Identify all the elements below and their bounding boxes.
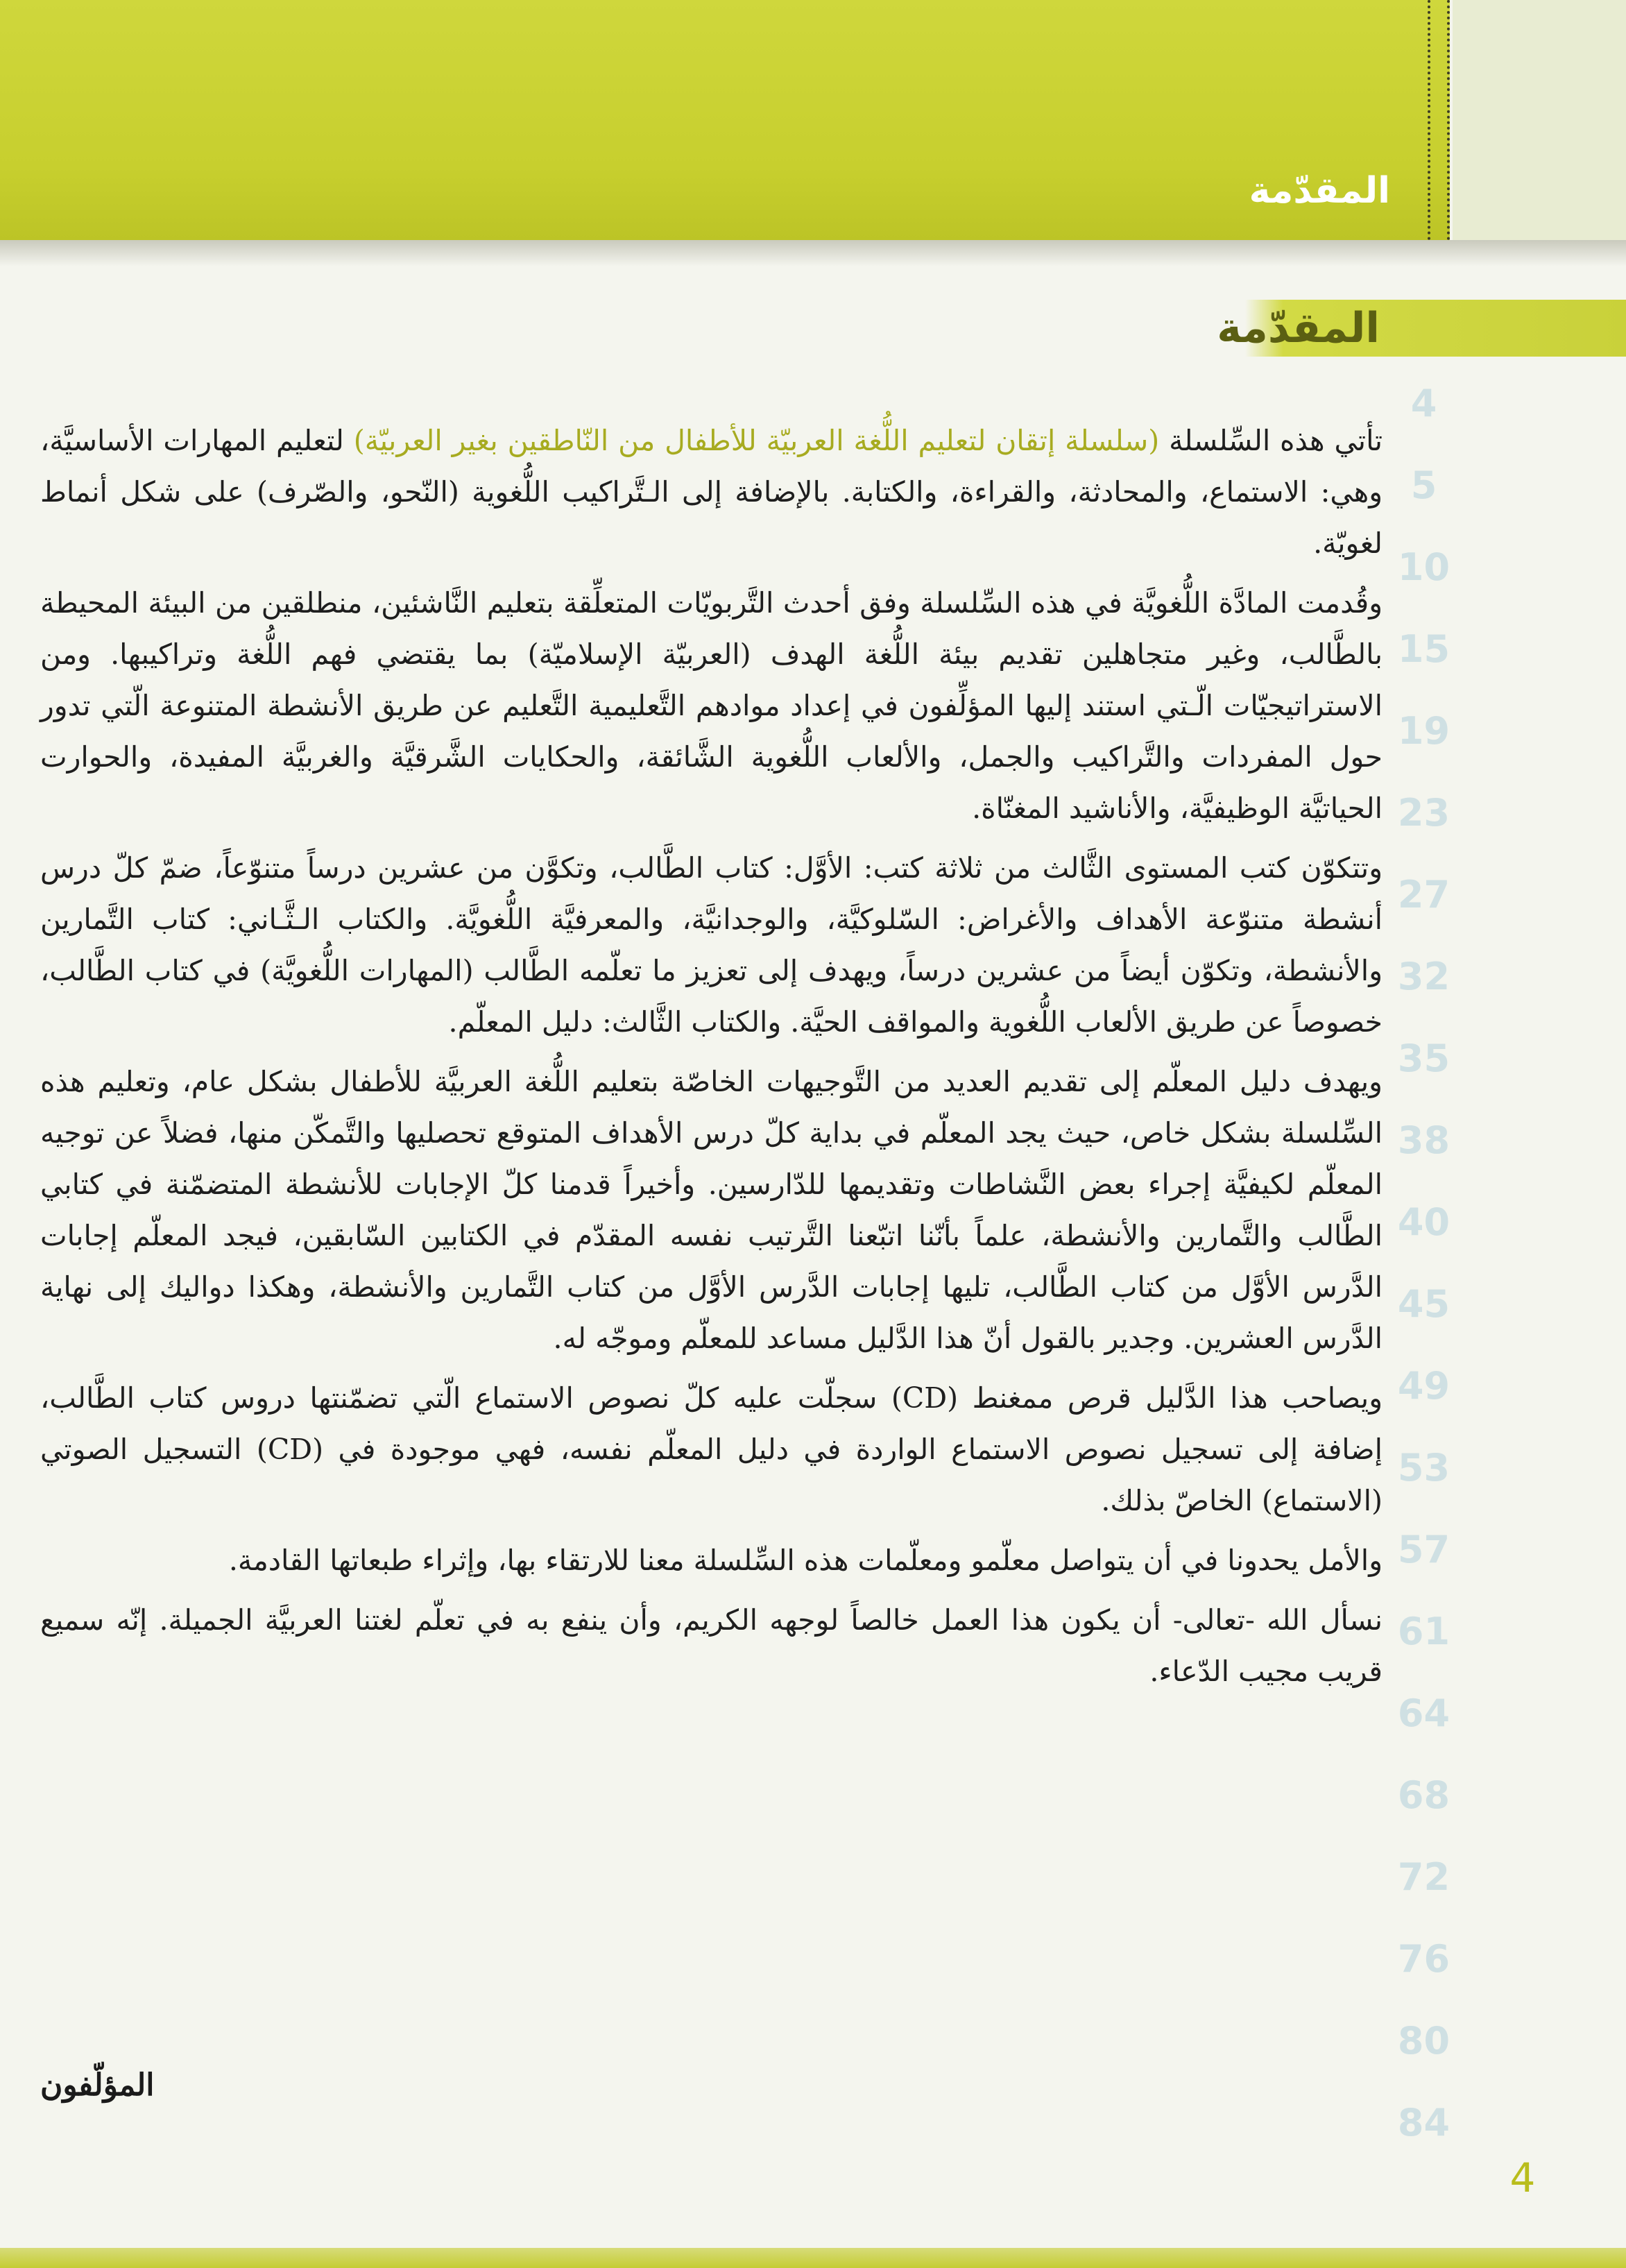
ghost-number: 38 (1397, 1118, 1450, 1162)
paragraph-3: وتتكوّن كتب المستوى الثَّالث من ثلاثة كتب: الأوَّل: كتاب الطَّالب، وتكوَّن من عشرين درساً متنوّعاً، ضمّ كلّ درس أنشطة متنوّعة الأهداف والأغراض: السّلوكيَّة، والوجدانيَّة، والمعرفيَّة اللُّغويَّة. والكتاب الـثَّـاني: كتاب التَّمارين والأنشطة، وتكوّن أيضاً من عشرين درساً، ويهدف إلى تعزيز ما تعلّمه الطَّالب (المهارات اللُّغويَّة) في كتاب الطَّالب، خصوصاً عن طريق الألعاب اللُّغوية والمواقف الحيَّة. والكتاب الثَّالث: دليل المعلّم. (40, 851, 1383, 1039)
ghost-number: 49 (1397, 1364, 1450, 1408)
footer-band (0, 2248, 1626, 2268)
binding-stitch (1428, 0, 1450, 240)
header-shadow (0, 240, 1626, 266)
ghost-number: 15 (1397, 627, 1450, 671)
paragraph-1-start: تأتي هذه السِّلسلة (1159, 424, 1383, 457)
paragraph-4: ويهدف دليل المعلّم إلى تقديم العديد من التَّوجيهات الخاصّة بتعليم اللُّغة العربيَّة للأطفال بشكل عام، وتعليم هذه السِّلسلة بشكل خاص، حيث يجد المعلّم في بداية كلّ درس الأهداف المتوقع تحصليها والتَّمكّن منها، فضلاً عن توجيه المعلّم لكيفيَّة إجراء بعض النَّشاطات وتقديمها للدّارسين. وأخيراً قدمنا كلّ الإجابات للأنشطة المتضمّنة في كتابي الطَّالب والتَّمارين والأنشطة، علماً بأنّنا اتبّعنا التَّرتيب نفسه المقدّم في الكتابين السّابقين، فيجد المعلّم إجابات الدَّرس الأوَّل من كتاب الطَّالب، تليها إجابات الدَّرس الأوَّل من كتاب التَّمارين والأنشطة، وهكذا دواليك إلى نهاية الدَّرس العشرين. وجدير بالقول أنّ هذا الدَّليل مساعد للمعلّم وموجّه له. (40, 1065, 1383, 1355)
ghost-number: 19 (1397, 709, 1450, 753)
page-number: 4 (1509, 2154, 1536, 2201)
paragraph-6: والأمل يحدونا في أن يتواصل معلّمو ومعلّمات هذه السِّلسلة معنا للارتقاء بها، وإثراء طبعاتها القادمة. (228, 1544, 1383, 1577)
ghost-number: 57 (1397, 1528, 1450, 1571)
ghost-number: 32 (1397, 955, 1450, 998)
header-edge (1453, 0, 1626, 240)
header-band (0, 0, 1450, 240)
ghost-number: 35 (1397, 1037, 1450, 1080)
ghost-number: 76 (1397, 1937, 1450, 1981)
ghost-number: 80 (1397, 2019, 1450, 2063)
ghost-number: 5 (1410, 463, 1437, 507)
paragraph-1 (40, 415, 1383, 569)
authors-signature: المؤلّفون (40, 2067, 155, 2103)
paragraph-5: ويصاحب هذا الدَّليل قرص ممغنط (CD) سجلّت عليه كلّ نصوص الاستماع الّتي تضمّنتها دروس كتاب الطَّالب، إضافة إلى تسجيل نصوص الاستماع الواردة في دليل المعلّم نفسه، فهي موجودة في (CD) التسجيل الصوتي (الاستماع) الخاصّ بذلك. (40, 1381, 1383, 1517)
paragraph-2: وقُدمت المادَّة اللُّغويَّة في هذه السِّلسلة وفق أحدث التَّربويّات المتعلِّقة بتعليم النَّاشئين، منطلقين من البيئة المحيطة بالطَّالب، وغير متجاهلين تقديم بيئة اللُّغة الهدف (العربيّة الإسلاميّة) بما يقتضي فهم اللُّغة وتراكيبها. ومن الاستراتيجيّات الّـتي استند إليها المؤلِّفون في إعداد موادهم التَّعليمية التَّعليم عن طريق الأنشطة المتنوعة الّتي تدور حول المفردات والتَّراكيب والجمل، والألعاب اللُّغوية الشَّائقة، والحكايات الشَّرقيَّة والغربيَّة المفيدة، والحوارت الحياتيَّة الوظيفيَّة، والأناشيد المغنّاة. (40, 586, 1383, 825)
ghost-number: 10 (1397, 545, 1450, 589)
paragraph-1-end: لتعليم المهارات الأساسيَّة، وهي: الاستماع، والمحادثة، والقراءة، والكتابة. بالإضافة إلى الـتَّراكيب اللُّغوية (النّحو، والصّرف) على شكل أنماط لغويّة. (40, 424, 1383, 560)
series-name: (سلسلة إتقان لتعليم اللُّغة العربيّة للأطفال من النّاطقين بغير العربيّة) (353, 424, 1160, 457)
ghost-number: 23 (1397, 791, 1450, 835)
ghost-number: 40 (1397, 1200, 1450, 1244)
ghost-number: 45 (1397, 1282, 1450, 1326)
paragraph-7: نسأل الله -تعالى- أن يكون هذا العمل خالصاً لوجهه الكريم، وأن ينفع به في تعلّم لغتنا العربيَّة الجميلة. إنّه سميع قريب مجيب الدّعاء. (40, 1603, 1383, 1688)
ghost-number: 68 (1397, 1773, 1450, 1817)
ghost-number: 72 (1397, 1855, 1450, 1899)
ghost-number: 4 (1410, 382, 1437, 425)
header-title: المقدّمة (1249, 170, 1390, 212)
ghost-number: 84 (1397, 2101, 1450, 2145)
introduction-body (40, 415, 1383, 1705)
section-title: المقدّمة (1217, 304, 1380, 352)
ghost-number: 27 (1397, 873, 1450, 916)
ghost-number: 61 (1397, 1610, 1450, 1653)
ghost-number: 64 (1397, 1691, 1450, 1735)
ghost-number: 53 (1397, 1446, 1450, 1490)
